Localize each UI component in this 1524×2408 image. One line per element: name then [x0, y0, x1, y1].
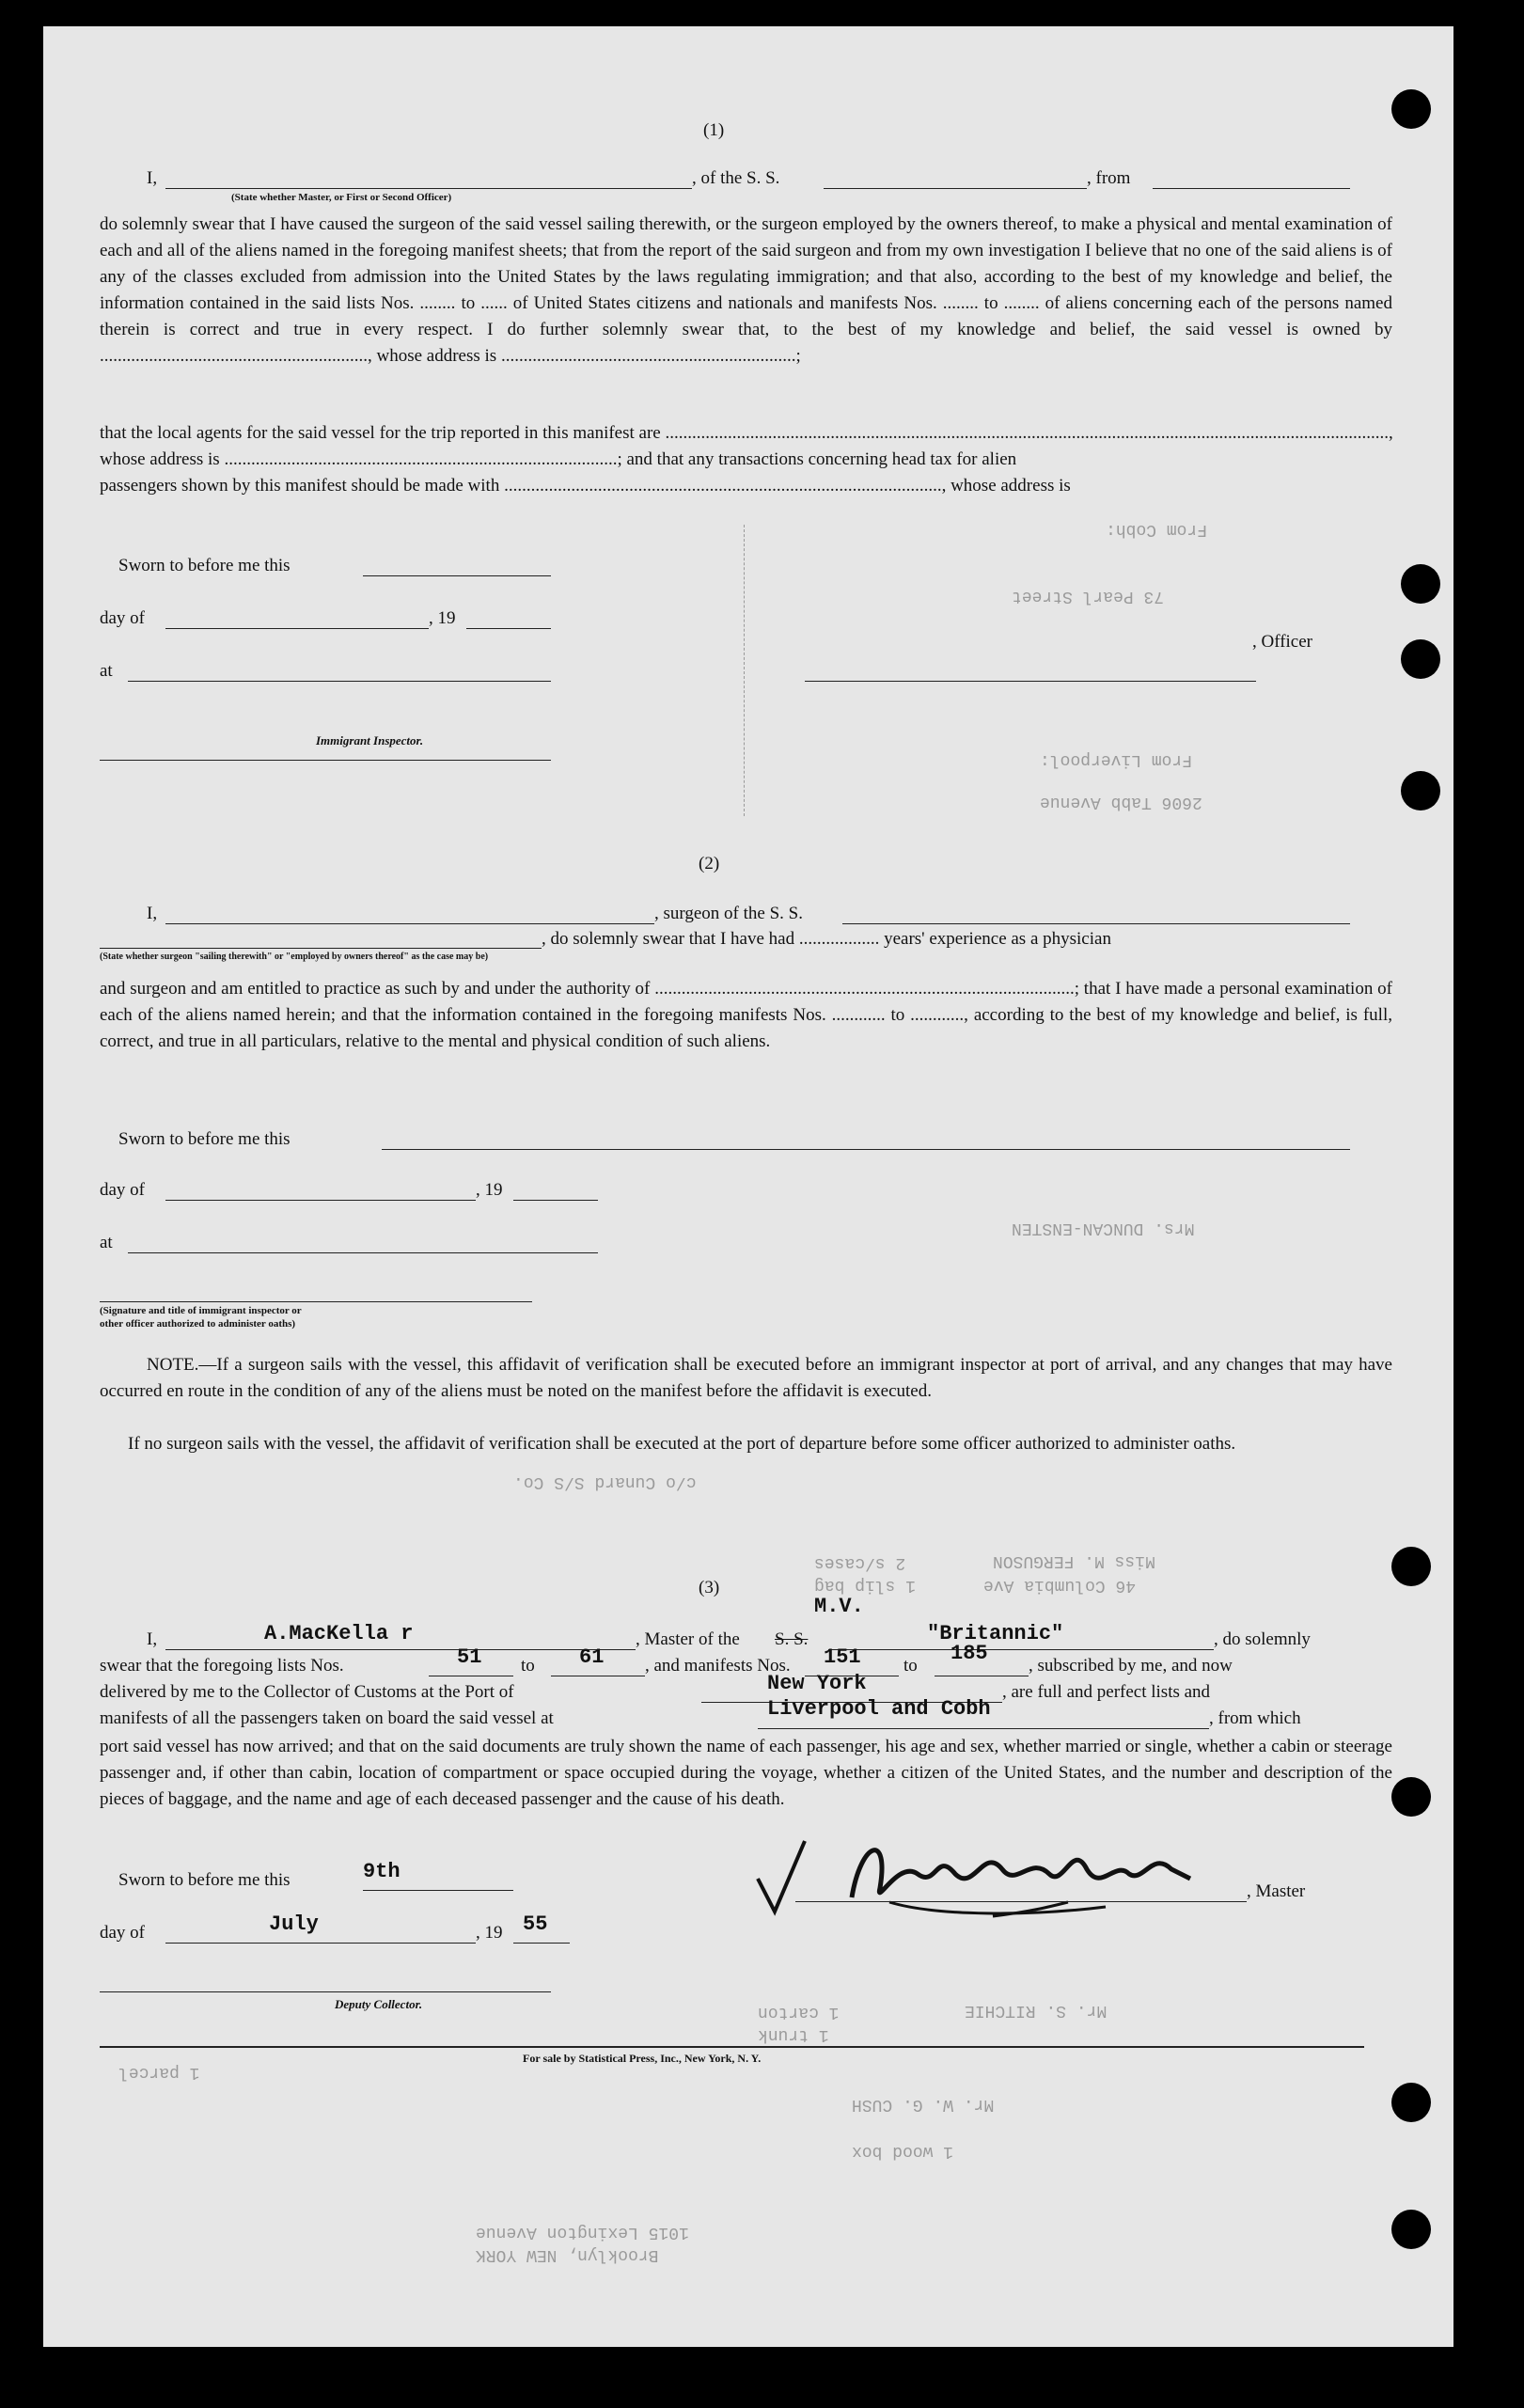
section-1-at-rule	[128, 681, 551, 682]
departure-rule	[758, 1728, 1209, 1729]
sworn-year: 55	[523, 1912, 548, 1936]
section-2-year-prefix: , 19	[476, 1180, 503, 1200]
sworn-day: 9th	[363, 1860, 401, 1883]
section-3-paragraph: port said vessel has now arrived; and that on the said documents are truly shown the name of each passenger, his age and sex, whether married or single, whether a cabin or steerage passenger and, if other than cabin, location of compartment or space occupied during the voyage, whether a citizen of the United States, and the number and description of the pieces of baggage, and the name and age of each deceased passenger and the cause of his death.	[100, 1737, 1392, 1809]
sworn-month-rule	[165, 1943, 476, 1944]
ghost-line-6: c/o Cunard S/S Co.	[513, 1472, 697, 1491]
surgeon-name-rule	[165, 923, 654, 924]
section-2-day-rule	[165, 1200, 476, 1201]
ghost-line-10: 73 Pearl Street	[1012, 587, 1165, 606]
ghost-line-8: 2606 Tabb Avenue	[1040, 793, 1202, 811]
inspector-caption: Immigrant Inspector.	[316, 733, 424, 748]
master-signature-rule	[795, 1901, 1247, 1902]
punch-hole	[1391, 2210, 1431, 2249]
sworn-year-rule	[513, 1943, 570, 1944]
punch-hole	[1391, 2083, 1431, 2122]
section-2-i-label: I,	[147, 904, 158, 923]
arrival-port: New York	[767, 1672, 867, 1695]
ghost-line-7: From Liverpool:	[1040, 750, 1193, 769]
punch-hole	[1391, 1547, 1431, 1586]
collector-caption: Deputy Collector.	[335, 1997, 423, 2011]
ship-name-rule-3	[828, 1649, 1214, 1650]
sworn-month: July	[269, 1912, 319, 1936]
master-signature	[748, 1822, 1237, 1926]
sworn-day-rule	[363, 1890, 513, 1891]
section-3-year-prefix: , 19	[476, 1923, 503, 1943]
agents-address-line: whose address is ........................................................................................; and that any transactions concerning head tax for alien	[100, 449, 1017, 469]
section-1-paragraph: do solemnly swear that I have caused the surgeon of the said vessel sailing therewith, or the surgeon employed by the owners thereof, to make a physical and mental examination of each and all of the aliens named in the foregoing manifest sheets; that from the report of the said surgeon and from my own investigation I believe that no one of the said aliens is of any of the classes excluded from admission into the United States by the laws regulating immigration; and that also, according to the best of my knowledge and belief, the information contained in the said lists Nos. ........ to ...... of United States citizens and nationals and manifests Nos. ........ to ........ of aliens concerning each of the persons named therein is correct and true in every respect. I do further solemnly swear that, to the best of my knowledge and belief, the said vessel is owned by ............................................................, whose address is ..................................................................;	[100, 214, 1392, 366]
inspector-signature-rule	[100, 760, 551, 761]
officer-signature-rule	[805, 681, 1256, 682]
master-name-rule	[165, 1649, 636, 1650]
section-2-paragraph: and surgeon and am entitled to practice as such by and under the authority of ..............................................................................................; that I have made a personal examination of each of the aliens named herein; and that the information contained in the foregoing manifests Nos. ............ to ............, according to the best of my knowledge and belief, is full, correct, and true in all particulars, relative to the mental and physical condition of such aliens.	[100, 979, 1392, 1051]
master-label: , Master	[1247, 1881, 1306, 1901]
ghost-line-1: Miss M. FERGUSON	[993, 1551, 1155, 1570]
mv-label: M.V.	[814, 1595, 864, 1618]
departure-ports: Liverpool and Cobh	[767, 1697, 991, 1721]
manifests-from: 151	[824, 1645, 861, 1669]
ghost-line-18: 1 wood box	[852, 2142, 954, 2161]
are-full-label: , are full and perfect lists and	[1002, 1682, 1211, 1702]
from-port-rule	[1153, 188, 1350, 189]
section-2-sworn-rule	[382, 1149, 1350, 1150]
ghost-line-17: 1 parcel	[118, 2063, 200, 2082]
punch-hole	[1401, 639, 1440, 679]
section-1-number: (1)	[703, 120, 725, 140]
subscribed-label: , subscribed by me, and now	[1029, 1656, 1233, 1676]
note-paragraph-1: NOTE.—If a surgeon sails with the vessel, this affidavit of verification shall be executed before an immigrant inspector at port of arrival, and any changes that may have occurred en route in the condition of any of the aliens must be noted on the manifest before the affidavit is executed.	[100, 1355, 1392, 1401]
ghost-line-14: 1 carton	[758, 2003, 840, 2022]
ghost-line-15: 1 trunk	[758, 2025, 829, 2044]
agents-line: that the local agents for the said vessel for the trip reported in this manifest are ..................................................................................................................................................................,	[100, 423, 1393, 443]
section-2-number: (2)	[699, 854, 720, 873]
surgeon-ship-rule	[842, 923, 1350, 924]
ghost-line-11: Mr. W. G. CUSH	[852, 2095, 995, 2114]
section-1-divider	[744, 525, 745, 816]
delivered-label: delivered by me to the Collector of Customs at the Port of	[100, 1682, 514, 1702]
section-2-at-label: at	[100, 1233, 113, 1252]
ghost-line-4: 2 s/cases	[814, 1553, 906, 1572]
surgeon-swear-line: , do solemnly swear that I have had .................. years' experience as a physician	[542, 929, 1111, 949]
section-3-i-label: I,	[147, 1629, 158, 1649]
section-3-number: (3)	[699, 1578, 720, 1597]
punch-hole	[1401, 771, 1440, 811]
section-1-i-label: I,	[147, 168, 158, 188]
section-1-day-rule	[165, 628, 429, 629]
ghost-line-16: Mr. S. RITCHIE	[965, 2001, 1108, 2020]
ghost-line-9: From Cobh:	[1106, 520, 1208, 539]
section-2-sworn-label: Sworn to before me this	[118, 1129, 291, 1149]
section-1-day-of-label: day of	[100, 608, 146, 628]
ship-name-rule	[824, 188, 1087, 189]
master-of-the-label: , Master of the	[636, 1629, 740, 1649]
from-which-label: , from which	[1209, 1708, 1301, 1728]
officer-caption: (State whether Master, or First or Second Officer)	[231, 192, 452, 203]
section-1-year-rule	[466, 628, 551, 629]
manifests-to-label: to	[903, 1656, 918, 1676]
ghost-line-3: 1 slip bag	[814, 1576, 917, 1595]
section-3-sworn-label: Sworn to before me this	[118, 1870, 291, 1890]
swear-that-label: swear that the foregoing lists Nos.	[100, 1656, 344, 1676]
manifests-to: 185	[951, 1642, 988, 1665]
section-2-at-rule	[128, 1252, 598, 1253]
lists-from: 51	[457, 1645, 482, 1669]
section-1-sworn-label: Sworn to before me this	[118, 556, 291, 575]
master-name: A.MacKella r	[264, 1622, 414, 1645]
ghost-line-13: Brooklyn, NEW YORK	[476, 2245, 659, 2264]
lists-to: 61	[579, 1645, 605, 1669]
ship-name: "Britannic"	[927, 1622, 1064, 1645]
section-2-signature-rule	[100, 1301, 532, 1302]
officer-name-rule	[165, 188, 692, 189]
punch-hole	[1401, 564, 1440, 604]
section-3-day-of-label: day of	[100, 1923, 146, 1943]
section-2-year-rule	[513, 1200, 598, 1201]
from-label: , from	[1087, 168, 1131, 188]
punch-hole	[1391, 89, 1431, 129]
section-2-sig-caption-1: (Signature and title of immigrant inspector or	[100, 1305, 302, 1316]
head-tax-line: passengers shown by this manifest should be made with .................................................................................................., whose address is	[100, 476, 1071, 496]
note-paragraph-2: If no surgeon sails with the vessel, the affidavit of verification shall be executed at the port of departure before some officer authorized to administer oaths.	[128, 1434, 1236, 1454]
collector-signature-rule	[100, 1991, 551, 1992]
manifests-of-all-label: manifests of all the passengers taken on board the said vessel at	[100, 1708, 554, 1728]
ghost-line-12: 1015 Lexington Avenue	[476, 2223, 689, 2242]
surgeon-status-caption: (State whether surgeon "sailing therewith" or "employed by owners thereof" as the case may be)	[100, 952, 489, 962]
ghost-line-2: 46 Columbia Ave	[983, 1576, 1137, 1595]
section-1-year-prefix: , 19	[429, 608, 456, 628]
officer-label: , Officer	[1252, 632, 1313, 652]
lists-to-label: to	[521, 1656, 535, 1676]
footer-rule	[100, 2046, 1364, 2048]
surgeon-of-label: , surgeon of the S. S.	[654, 904, 803, 923]
do-solemnly-label: , do solemnly	[1214, 1629, 1311, 1649]
and-manifests-label: , and manifests Nos.	[645, 1656, 791, 1676]
printer-note: For sale by Statistical Press, Inc., New York, N. Y.	[523, 2052, 762, 2065]
of-the-ss-label: , of the S. S.	[692, 168, 780, 188]
section-2-sig-caption-2: other officer authorized to administer oaths)	[100, 1318, 296, 1330]
punch-hole	[1391, 1777, 1431, 1817]
manifest-affidavit-page	[43, 26, 1453, 2347]
ghost-line-5: Mrs. DUNCAN-ENSTEN	[1012, 1219, 1195, 1237]
ss-struck-label: S. S.	[775, 1629, 809, 1649]
section-1-sworn-rule	[363, 575, 551, 576]
surgeon-status-rule	[100, 948, 542, 949]
section-2-day-of-label: day of	[100, 1180, 146, 1200]
section-1-at-label: at	[100, 661, 113, 681]
